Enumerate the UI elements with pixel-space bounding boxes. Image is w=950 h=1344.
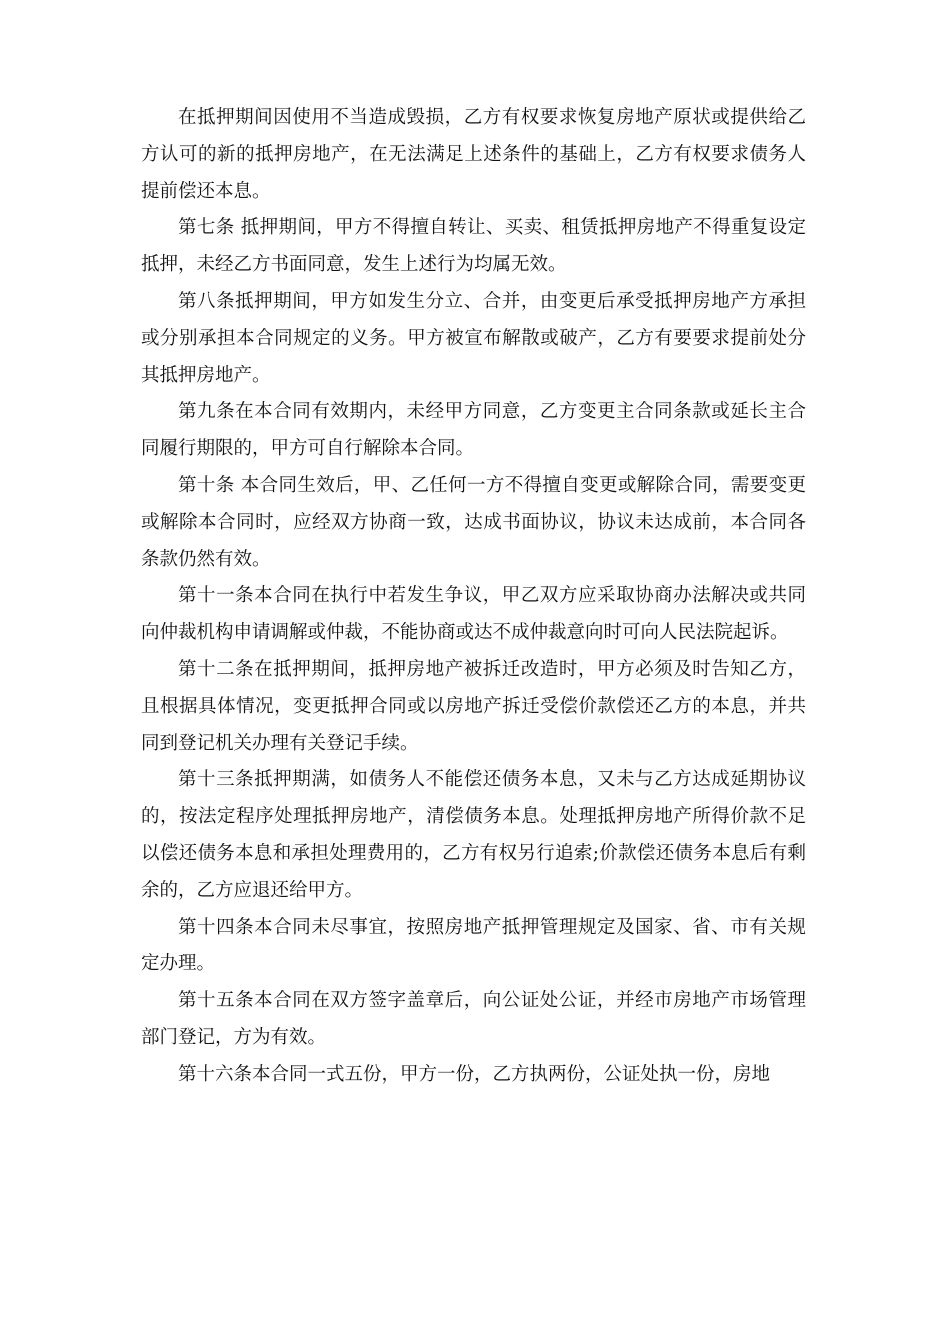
paragraph-article-15: 第十五条本合同在双方签字盖章后，向公证处公证，并经市房地产市场管理部门登记，方为有效。 <box>141 990 806 1048</box>
paragraph-article-8: 第八条抵押期间，甲方如发生分立、合并，由变更后承受抵押房地产方承担或分别承担本合同规定的义务。甲方被宣布解散或破产，乙方有要要求提前处分其抵押房地产。 <box>141 290 806 386</box>
paragraph-article-9: 第九条在本合同有效期内，未经甲方同意，乙方变更主合同条款或延长主合同履行期限的，甲方可自行解除本合同。 <box>141 401 806 460</box>
document-page <box>141 100 806 1094</box>
paragraph-article-10: 第十条 本合同生效后，甲、乙任何一方不得擅自变更或解除合同，需要变更或解除本合同时，应经双方协商一致，达成书面协议，协议未达成前，本合同各条款仍然有效。 <box>141 474 806 570</box>
paragraph-article-12: 第十二条在抵押期间，抵押房地产被拆迁改造时，甲方必须及时告知乙方，且根据具体情况，变更抵押合同或以房地产拆迁受偿价款偿还乙方的本息，并共同到登记机关办理有关登记手续。 <box>141 658 806 754</box>
paragraph-article-7: 第七条 抵押期间，甲方不得擅自转让、买卖、租赁抵押房地产不得重复设定抵押，未经乙方书面同意，发生上述行为均属无效。 <box>141 217 806 276</box>
paragraph-article-14: 第十四条本合同未尽事宜，按照房地产抵押管理规定及国家、省、市有关规定办理。 <box>141 916 806 975</box>
paragraph-article-16: 第十六条本合同一式五份，甲方一份，乙方执两份，公证处执一份，房地 <box>178 1063 771 1085</box>
paragraph-article-13: 第十三条抵押期满，如债务人不能偿还债务本息，又未与乙方达成延期协议的，按法定程序处理抵押房地产，清偿债务本息。处理抵押房地产所得价款不足以偿还债务本息和承担处理费用的，乙方有权另行追索;价款偿还债务本息后有剩余的，乙方应退还给甲方。 <box>141 769 806 901</box>
paragraph-damage-clause: 在抵押期间因使用不当造成毁损，乙方有权要求恢复房地产原状或提供给乙方认可的新的抵押房地产，在无法满足上述条件的基础上，乙方有权要求债务人提前偿还本息。 <box>141 107 806 202</box>
paragraph-article-11: 第十一条本合同在执行中若发生争议，甲乙双方应采取协商办法解决或共同向仲裁机构申请调解或仲裁，不能协商或达不成仲裁意向时可向人民法院起诉。 <box>141 585 806 644</box>
